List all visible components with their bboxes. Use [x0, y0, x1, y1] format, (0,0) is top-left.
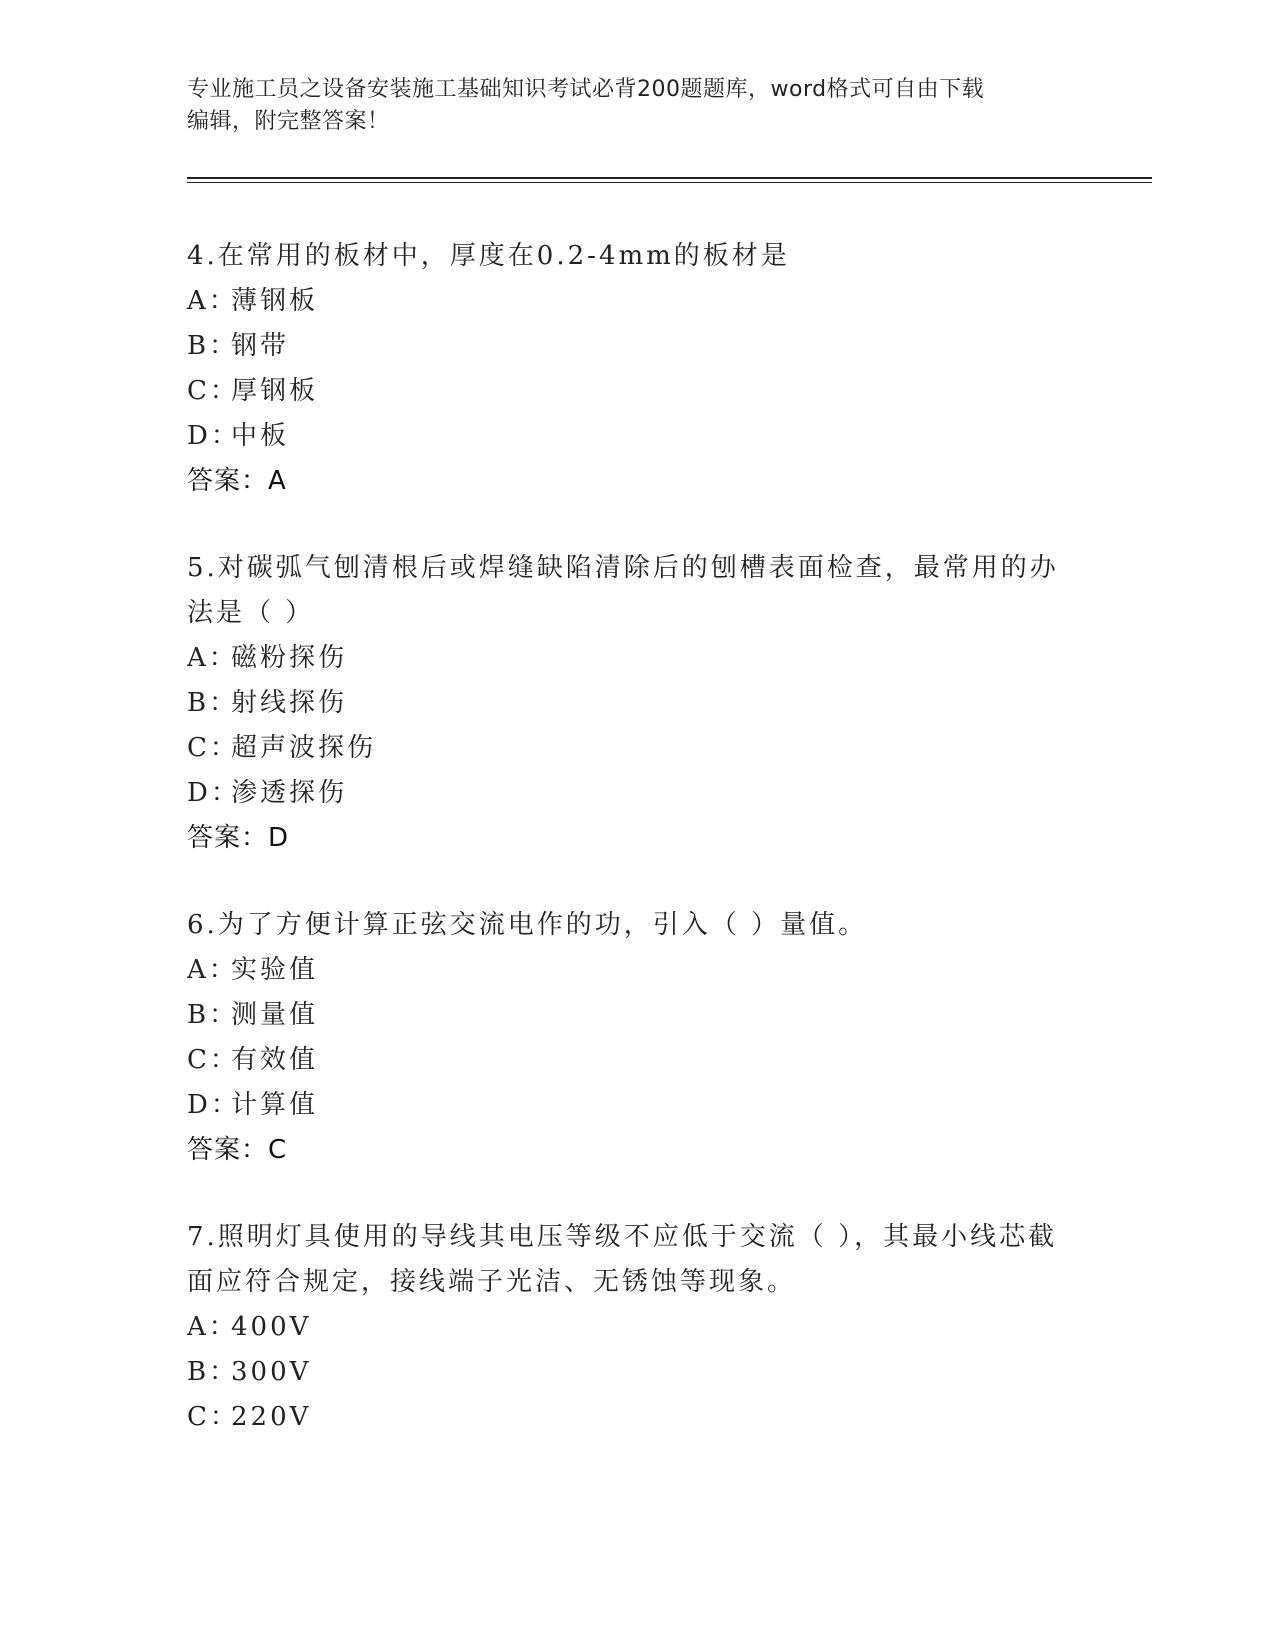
header-title-line-2: 编辑，附完整答案！ — [187, 109, 390, 134]
option-d[interactable] — [187, 1083, 1087, 1128]
option-c[interactable] — [187, 726, 1087, 771]
option-key: D： — [187, 1090, 240, 1120]
option-b[interactable] — [187, 993, 1087, 1038]
option-c[interactable] — [187, 369, 1087, 414]
option-text: 射线探伤 — [231, 688, 348, 718]
question-item — [187, 903, 1087, 1173]
question-item — [187, 234, 1087, 504]
option-text: 超声波探伤 — [231, 733, 377, 763]
option-text: 中板 — [231, 421, 290, 451]
option-key: D： — [187, 421, 240, 451]
question-stem: 4.在常用的板材中，厚度在0.2-4mm的板材是 — [187, 241, 790, 271]
option-key: A： — [187, 286, 238, 316]
option-key: C： — [187, 733, 239, 763]
question-stem-continued: 法是（ ） — [187, 598, 315, 628]
answer-label: 答案：C — [187, 1135, 288, 1165]
option-key: B： — [187, 1000, 239, 1030]
option-text: 测量值 — [231, 1000, 319, 1030]
option-text: 实验值 — [231, 955, 319, 985]
document-header — [187, 74, 1067, 138]
question-stem: 7.照明灯具使用的导线其电压等级不应低于交流（ ），其最小线芯截 — [187, 1222, 1058, 1252]
question-item — [187, 546, 1087, 861]
question-stem-continued: 面应符合规定，接线端子光洁、无锈蚀等现象。 — [187, 1267, 797, 1297]
header-divider-thin — [187, 182, 1152, 183]
option-key: B： — [187, 688, 239, 718]
option-key: D： — [187, 778, 240, 808]
option-key: A： — [187, 643, 238, 673]
option-key: B： — [187, 1357, 239, 1387]
header-title-line-1: 专业施工员之设备安装施工基础知识考试必背200题题库，word格式可自由下载 — [187, 77, 985, 102]
option-key: C： — [187, 1402, 239, 1432]
option-c[interactable] — [187, 1395, 1087, 1440]
option-b[interactable] — [187, 1350, 1087, 1395]
header-divider-thick — [187, 177, 1152, 179]
option-text: 厚钢板 — [231, 376, 319, 406]
option-a[interactable] — [187, 279, 1087, 324]
option-text: 有效值 — [231, 1045, 319, 1075]
option-text: 磁粉探伤 — [231, 643, 348, 673]
question-list — [187, 234, 1087, 1482]
option-text: 渗透探伤 — [231, 778, 348, 808]
option-text: 400V — [231, 1312, 312, 1342]
question-item — [187, 1215, 1087, 1440]
option-key: C： — [187, 376, 239, 406]
option-key: A： — [187, 1312, 238, 1342]
question-stem: 5.对碳弧气刨清根后或焊缝缺陷清除后的刨槽表面检查，最常用的办 — [187, 553, 1059, 583]
answer-label: 答案：A — [187, 466, 287, 496]
option-text: 220V — [231, 1402, 312, 1432]
option-text: 钢带 — [231, 331, 290, 361]
option-b[interactable] — [187, 681, 1087, 726]
option-text: 薄钢板 — [231, 286, 319, 316]
option-key: B： — [187, 331, 239, 361]
option-b[interactable] — [187, 324, 1087, 369]
question-stem: 6.为了方便计算正弦交流电作的功，引入（ ）量值。 — [187, 910, 868, 940]
option-a[interactable] — [187, 948, 1087, 993]
answer-label: 答案：D — [187, 823, 290, 853]
option-a[interactable] — [187, 636, 1087, 681]
option-key: C： — [187, 1045, 239, 1075]
option-text: 300V — [231, 1357, 312, 1387]
option-key: A： — [187, 955, 238, 985]
option-a[interactable] — [187, 1305, 1087, 1350]
option-c[interactable] — [187, 1038, 1087, 1083]
option-d[interactable] — [187, 771, 1087, 816]
option-d[interactable] — [187, 414, 1087, 459]
option-text: 计算值 — [231, 1090, 319, 1120]
